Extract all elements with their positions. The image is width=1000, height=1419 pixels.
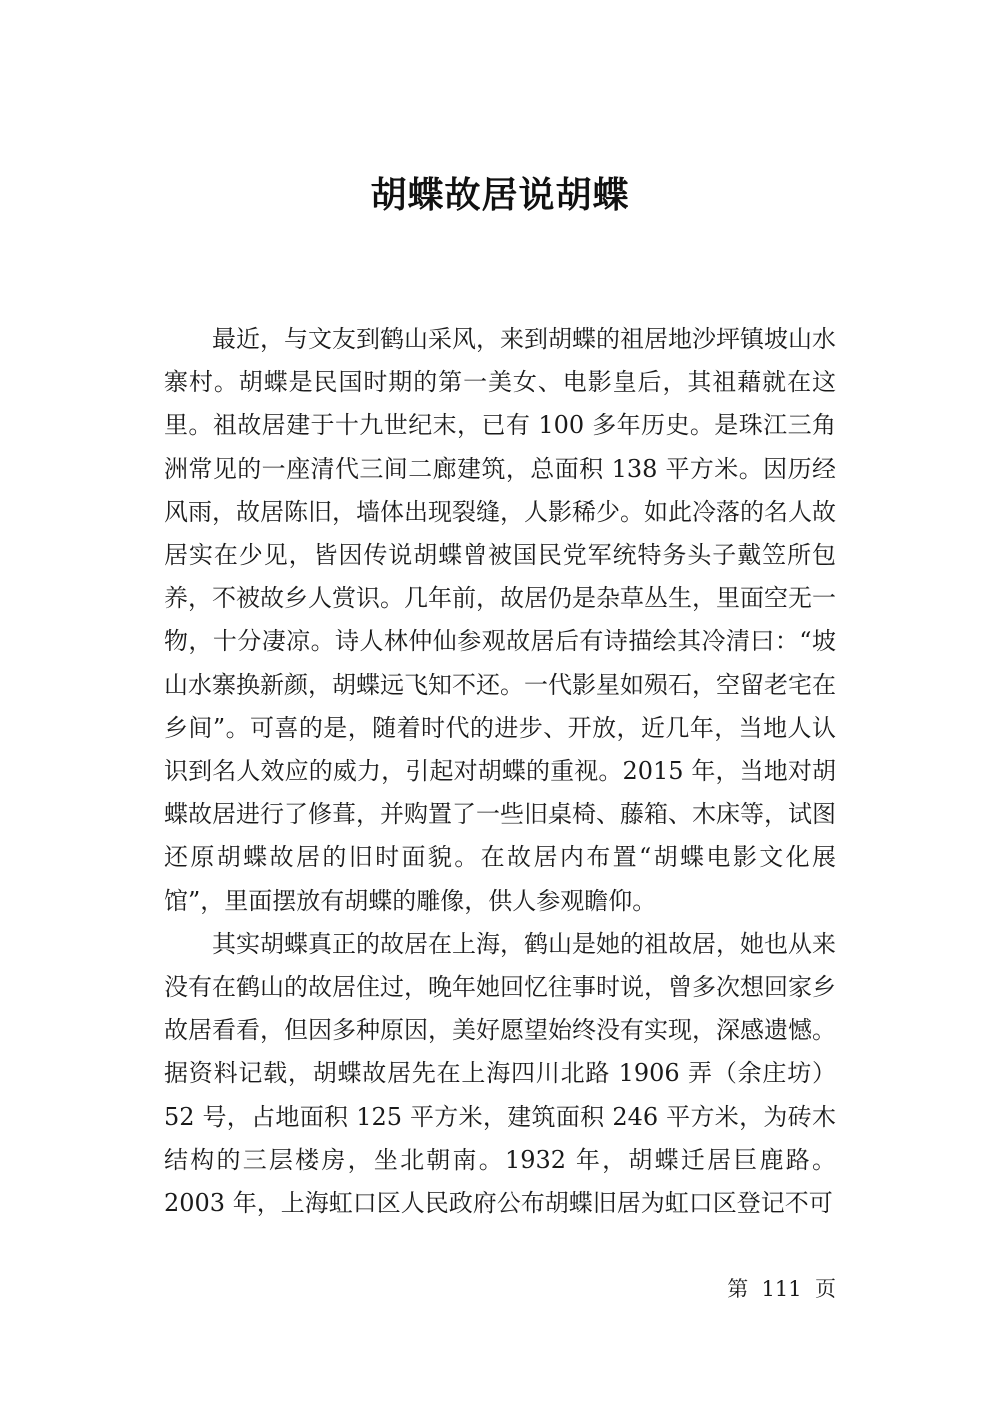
article-body [164,318,836,1225]
page-title: 胡蝶故居说胡蝶 [370,175,630,216]
paragraph: 最近，与文友到鹤山采风，来到胡蝶的祖居地沙坪镇坡山水寨村。胡蝶是民国时期的第一美女、电影皇后，其祖藉就在这里。祖故居建于十九世纪末，已有 100 多年历史。是珠江三角洲常见的一座清代三间二廊建筑，总面积 138 平方米。因历经风雨，故居陈旧，墙体出现裂缝，人影稀少。如此冷落的名人故居实在少见，皆因传说胡蝶曾被国民党军统特务头子戴笠所包养，不被故乡人赏识。几年前，故居仍是杂草丛生，里面空无一物，十分凄凉。诗人林仲仙参观故居后有诗描绘其冷清曰：“坡山水寨换新颜，胡蝶远飞知不还。一代影星如殒石，空留老宅在乡间”。可喜的是，随着时代的进步、开放，近几年，当地人认识到名人效应的威力，引起对胡蝶的重视。2015 年，当地对胡蝶故居进行了修葺，并购置了一些旧桌椅、藤箱、木床等，试图还原胡蝶故居的旧时面貌。在故居内布置“胡蝶电影文化展馆”，里面摆放有胡蝶的雕像，供人参观瞻仰。 [164,325,836,915]
paragraph: 其实胡蝶真正的故居在上海，鹤山是她的祖故居，她也从来没有在鹤山的故居住过，晚年她回忆往事时说，曾多次想回家乡故居看看，但因多种原因，美好愿望始终没有实现，深感遗憾。据资料记载，胡蝶故居先在上海四川北路 1906 弄（余庄坊）52 号，占地面积 125 平方米，建筑面积 246 平方米，为砖木结构的三层楼房，坐北朝南。1932 年，胡蝶迁居巨鹿路。2003 年，上海虹口区人民政府公布胡蝶旧居为虹口区登记不可 [164,929,836,1218]
page-number: 第 111 页 [727,1277,836,1301]
